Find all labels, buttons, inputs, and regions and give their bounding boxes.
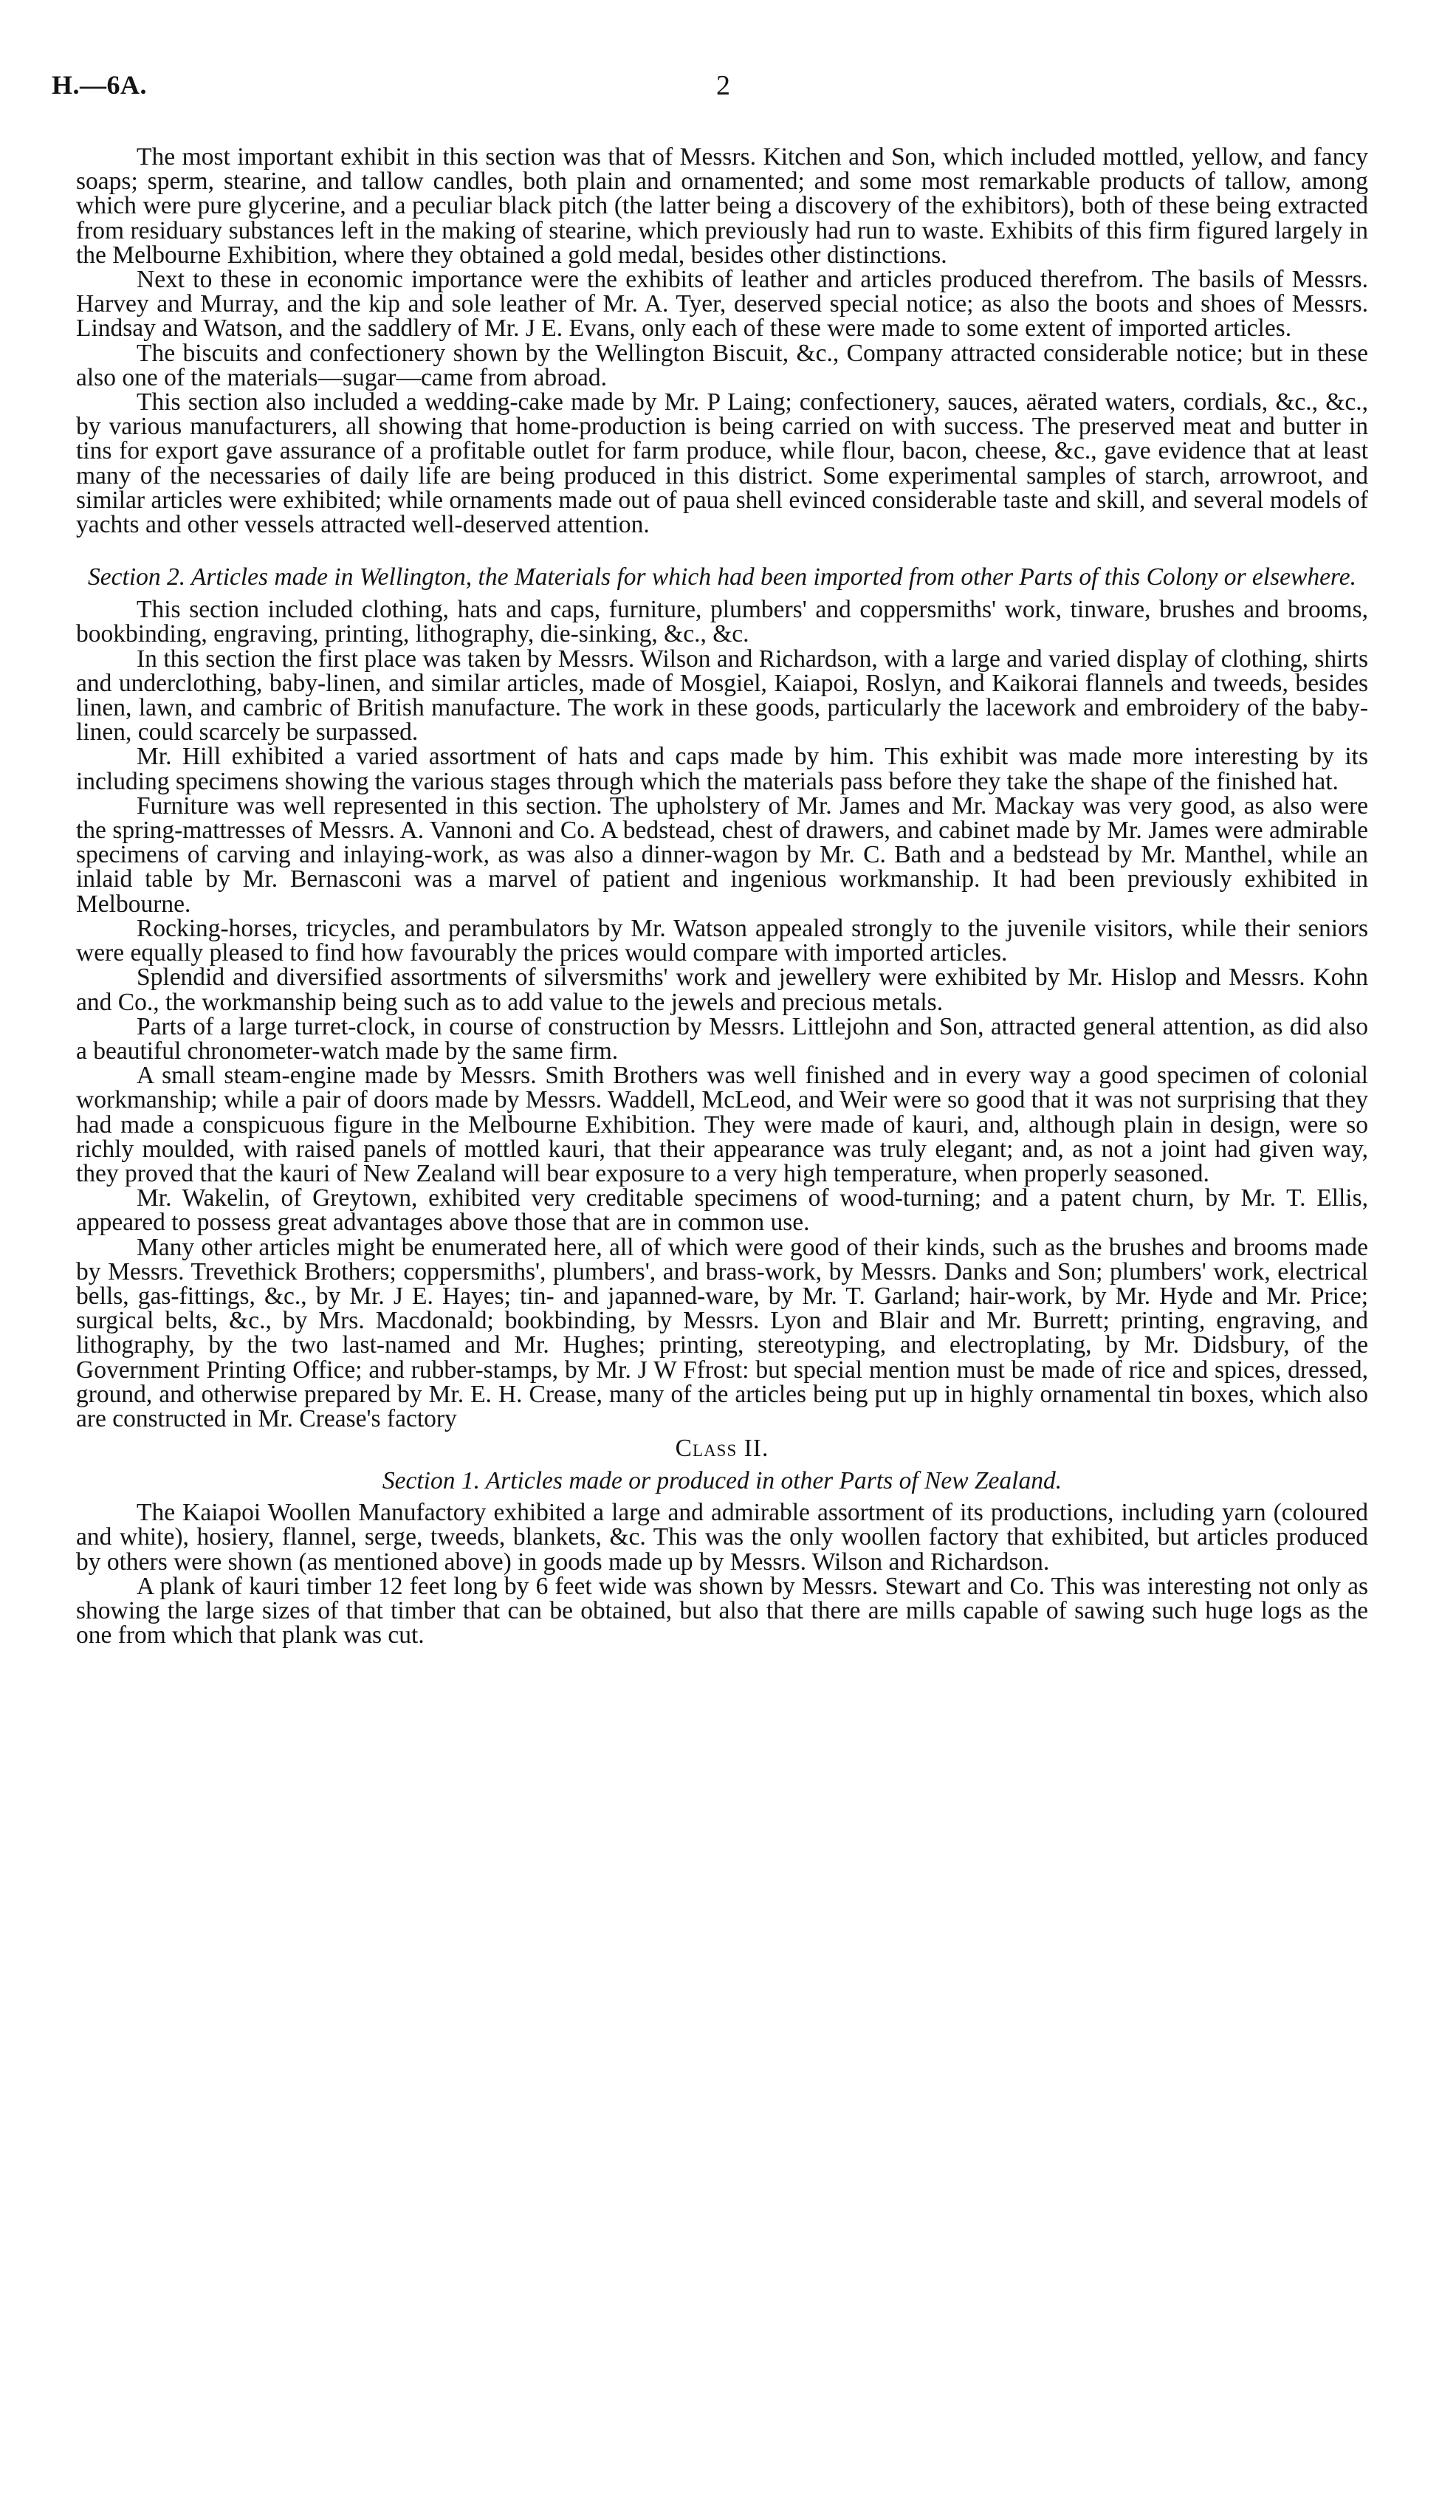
section-2-heading — [76, 565, 1368, 590]
paragraph: Mr. Wakelin, of Greytown, exhibited very creditable specimens of wood-turning; and a patent churn, by Mr. T. Ellis, appeared to possess great advantages above those that are in common use. — [76, 1184, 1368, 1237]
paragraph: In this section the first place was taken by Messrs. Wilson and Richardson, with a large and varied display of clothing, shirts and underclothing, baby-linen, and similar articles, made of Mosgiel, Kaiapoi, Roslyn, and Kaikorai flannels and tweeds, besides linen, lawn, and cambric of British manufacture. The work in these goods, particularly the lacework and embroidery of the baby-linen, could scarcely be surpassed. — [76, 645, 1368, 746]
class-2-heading: Class II. — [675, 1435, 769, 1463]
paragraph: The Kaiapoi Woollen Manufactory exhibited a large and admirable assortment of its productions, including yarn (coloured and white), hosiery, flannel, serge, tweeds, blankets, &c. This was the only woollen factory that exhibited, but articles produced by others were shown (as mentioned above) in goods made up by Messrs. Wilson and Richardson. — [76, 1499, 1368, 1576]
paragraph: Splendid and diversified assortments of silversmiths' work and jewellery were exhibited by Mr. Hislop and Messrs. Kohn and Co., the workmanship being such as to add value to the jewels and precious metals. — [76, 964, 1368, 1016]
paragraph: This section included clothing, hats and caps, furniture, plumbers' and coppersmiths' work, tinware, brushes and brooms, bookbinding, engraving, printing, lithography, die-sinking, &c., &c. — [76, 596, 1368, 648]
paragraph: The biscuits and confectionery shown by the Wellington Biscuit, &c., Company attracted considerable notice; but in these also one of the materials—sugar—came from abroad. — [76, 339, 1368, 391]
paragraph: Furniture was well represented in this section. The upholstery of Mr. James and Mr. Mackay was very good, as also were the spring-mattresses of Messrs. A. Vannoni and Co. A bedstead, chest of drawers, and cabinet made by Mr. James were admirable specimens of carving and inlaying-work, as was also a dinner-wagon by Mr. C. Bath and a bedstead by Mr. Manthel, while an inlaid table by Mr. Bernasconi was a marvel of patient and ingenious workmanship. It had been previously exhibited in Melbourne. — [76, 792, 1368, 918]
page-number: 2 — [716, 70, 730, 101]
body-text — [76, 145, 1368, 1647]
paragraph: A small steam-engine made by Messrs. Smith Brothers was well finished and in every way a good specimen of colonial workmanship; while a pair of doors made by Messrs. Waddell, McLeod, and Weir were so good that it was not surprising that they had made a conspicuous figure in the Melbourne Exhibition. They were made of kauri, and, although plain in design, were so richly moulded, with raised panels of mottled kauri, that their appearance was truly elegant; and, as not a joint had given way, they proved that the kauri of New Zealand will bear exposure to a very high temperature, when properly seasoned. — [76, 1062, 1368, 1187]
paragraph: Rocking-horses, tricycles, and perambulators by Mr. Watson appealed strongly to the juvenile visitors, while their seniors were equally pleased to find how favourably the prices would compare with imported articles. — [76, 914, 1368, 967]
paragraph: A plank of kauri timber 12 feet long by 6 feet wide was shown by Messrs. Stewart and Co. This was interesting not only as showing the large sizes of that timber that can be obtained, but also that there are mills capable of sawing such huge logs as the one from which that plank was cut. — [76, 1572, 1368, 1649]
document-reference: H.—6A. — [52, 70, 147, 100]
paragraph: Many other articles might be enumerated here, all of which were good of their kinds, such as the brushes and brooms made by Messrs. Trevethick Brothers; coppersmiths', plumbers', and brass-work, by Messrs. Danks and Son; plumbers' work, electrical bells, gas-fittings, &c., by Mr. J E. Hayes; tin- and japanned-ware, by Mr. T. Garland; hair-work, by Mr. Hyde and Mr. Price; surgical belts, &c., by Mrs. Macdonald; bookbinding, by Messrs. Lyon and Blair and Mr. Burrett; printing, engraving, and lithography, by the two last-named and Mr. Hughes; printing, stereotyping, and electroplating, by Mr. Didsbury, of the Government Printing Office; and rubber-stamps, by Mr. J W Ffrost: but special mention must be made of rice and spices, dressed, ground, and otherwise prepared by Mr. E. H. Crease, many of the articles being put up in highly ornamental tin boxes, which also are constructed in Mr. Crease's factory — [76, 1233, 1368, 1432]
section-title: Articles made or produced in other Parts of New Zealand. — [485, 1467, 1062, 1495]
section-label: Section 2. — [88, 563, 186, 591]
class-2-section-1-heading — [76, 1466, 1368, 1496]
page-header — [52, 69, 1381, 106]
paragraph: The most important exhibit in this section was that of Messrs. Kitchen and Son, which included mottled, yellow, and fancy soaps; sperm, stearine, and tallow candles, both plain and ornamented; and some most remarkable products of tallow, among which were pure glycerine, and a peculiar black pitch (the latter being a discovery of the exhibitors), both of these being extracted from residuary substances left in the making of stearine, which previously had run to waste. Exhibits of this firm figured largely in the Melbourne Exhibition, where they obtained a gold medal, besides other distinctions. — [76, 143, 1368, 269]
paragraph: Next to these in economic importance were the exhibits of leather and articles produced therefrom. The basils of Messrs. Harvey and Murray, and the kip and sole leather of Mr. A. Tyer, deserved special notice; as also the boots and shoes of Messrs. Lindsay and Watson, and the saddlery of Mr. J E. Evans, only each of these were made to some extent of imported articles. — [76, 266, 1368, 343]
paragraph: Parts of a large turret-clock, in course of construction by Messrs. Littlejohn and Son, attracted general attention, as did also a beautiful chronometer-watch made by the same firm. — [76, 1012, 1368, 1065]
section-label: Section 1. — [382, 1467, 480, 1495]
section-title: Articles made in Wellington, the Materials for which had been imported from other Parts of this Colony or elsewhere. — [190, 563, 1356, 591]
paragraph: Mr. Hill exhibited a varied assortment of hats and caps made by him. This exhibit was made more interesting by its including specimens showing the various stages through which the materials pass before they take the shape of the finished hat. — [76, 743, 1368, 795]
paragraph: This section also included a wedding-cake made by Mr. P Laing; confectionery, sauces, aërated waters, cordials, &c., &c., by various manufacturers, all showing that home-production is being carried on with success. The preserved meat and butter in tins for export gave assurance of a profitable outlet for farm produce, while flour, bacon, cheese, &c., gave evidence that at least many of the necessaries of daily life are being produced in this district. Some experimental samples of starch, arrowroot, and similar articles were exhibited; while ornaments made out of paua shell evinced considerable taste and skill, and several models of yachts and other vessels attracted well-deserved attention. — [76, 388, 1368, 539]
